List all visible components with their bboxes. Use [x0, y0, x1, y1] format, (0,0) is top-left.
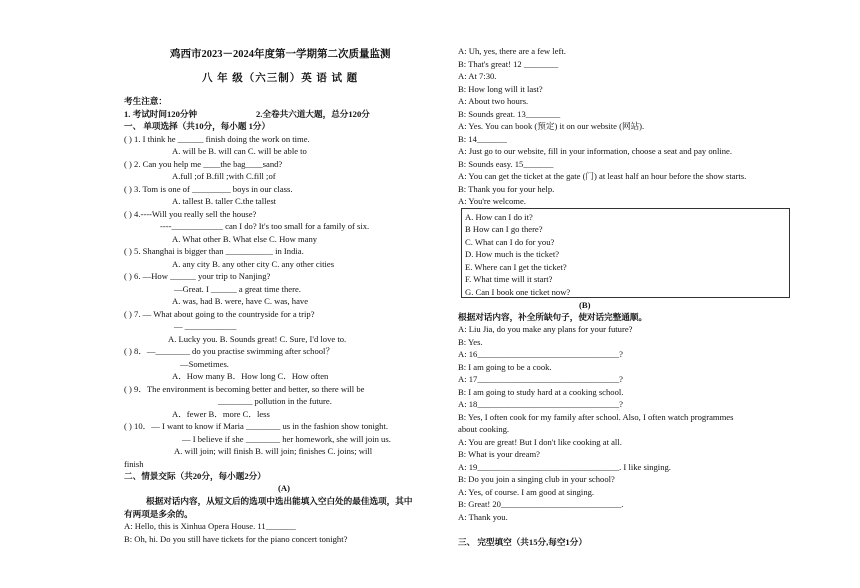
dialog-b-line: A: Yes, of course. I am good at singing. [458, 487, 595, 497]
option-e: E. Where can I get the ticket? [465, 262, 567, 272]
dialog-a-line: A: Yes. You can book (预定) it on our website (网站). [458, 121, 645, 131]
instruction-line-1: 根据对话内容，从短文后的选项中选出能填入空白处的最佳选项，其中 [146, 496, 413, 506]
question-4-options: A. What other B. What else C. How many [172, 234, 318, 244]
dialog-line-1: A: Hello, this is Xinhua Opera House. 11_______ [124, 521, 296, 531]
question-6-reply: —Great. I ______ a great time there. [174, 284, 301, 294]
section-2-heading: 二、情景交际（共20分，每小题2分） [124, 471, 266, 481]
dialog-a-line: B: Thank you for your help. [458, 184, 555, 194]
question-7-options: A. Lucky you. B. Sounds great! C. Sure, I'd love to. [168, 334, 347, 344]
part-b-label: (B) [579, 300, 591, 310]
dialog-b-line: B: Great! 20____________________________. [458, 499, 624, 509]
question-8-options: A．How many B．How long C．How often [172, 371, 329, 381]
question-10-options: A. will join; will finish B. will join; finishes C. joins; will [174, 446, 373, 456]
option-c: C. What can I do for you? [465, 237, 555, 247]
dialog-a-line: A: About two hours. [458, 96, 529, 106]
question-6-options: A. was, had B. were, have C. was, have [172, 296, 309, 306]
dialog-b-line: A: 16_________________________________? [458, 349, 623, 359]
dialog-b-line: A: Liu Jia, do you make any plans for your future? [458, 324, 633, 334]
notice-score: 2.全卷共六道大题，总分120分 [256, 109, 370, 119]
instruction-b: 根据对话内容，补全所缺句子，使对话完整通顺。 [458, 312, 648, 322]
dialog-a-line: A: Uh, yes, there are a few left. [458, 46, 566, 56]
section-1-heading: 一、 单项选择（共10分，每小题 1分） [124, 121, 271, 131]
question-8: ( ) 8．—________ do you practise swimming after school？ [124, 346, 335, 356]
dialog-a-line: A: Just go to our website, fill in your information, choose a seat and pay online. [458, 146, 732, 156]
question-7-reply: — ____________ [174, 321, 237, 331]
question-5-options: A. any city B. any other city C. any other cities [172, 259, 335, 269]
question-2: ( ) 2. Can you help me ____the bag____sand? [124, 159, 283, 169]
option-b: B How can I go there? [465, 224, 543, 234]
question-10-options-cont: finish [124, 459, 144, 469]
dialog-line-2: B: Oh, hi. Do you still have tickets for the piano concert tonight? [124, 534, 348, 544]
dialog-b-line: B: Do you join a singing club in your school? [458, 474, 615, 484]
question-5: ( ) 5. Shanghai is bigger than ___________ in India. [124, 246, 304, 256]
dialog-a-line: A: At 7:30. [458, 71, 497, 81]
question-4-reply: ----____________ can I do? It's too small for a family of six. [160, 221, 370, 231]
notice-time: 1. 考试时间120分钟 [124, 109, 198, 119]
question-1: ( ) 1. I think he ______ finish doing the work on time. [124, 134, 310, 144]
part-a-label: (A) [278, 483, 290, 493]
dialog-a-line: B: Sounds easy. 15_______ [458, 159, 554, 169]
question-2-options: A.full ;of B.fill ;with C.fill ;of [172, 171, 276, 181]
question-9: ( ) 9．The environment is becoming better and better, so there will be [124, 384, 365, 394]
dialog-a-line: B: How long will it last? [458, 84, 543, 94]
dialog-a-line: A: You're welcome. [458, 196, 526, 206]
question-9-options: A．fewer B．more C．less [172, 409, 270, 419]
section-3-heading: 三、 完型填空（共15分,每空1分） [458, 537, 587, 547]
question-3-options: A. tallest B. taller C.the tallest [172, 196, 277, 206]
dialog-a-line: B: 14_______ [458, 134, 507, 144]
dialog-a-line: B: Sounds great. 13________ [458, 109, 561, 119]
dialog-b-line: A: 17_________________________________? [458, 374, 623, 384]
exam-title: 鸡西市2023－2024年度第一学期第二次质量监测 [170, 49, 391, 60]
option-g: G. Can I book one ticket now? [465, 287, 571, 297]
dialog-b-line: about cooking. [458, 424, 510, 434]
dialog-b-line: A: You are great! But I don't like cooking at all. [458, 437, 622, 447]
question-6: ( ) 6. —How ______ your trip to Nanjing? [124, 271, 271, 281]
dialog-b-line: B: Yes, I often cook for my family after school. Also, I often watch programmes [458, 412, 734, 422]
dialog-b-line: A: 19_________________________________. I like singing. [458, 462, 671, 472]
option-a: A. How can I do it? [465, 212, 533, 222]
question-4: ( ) 4.----Will you really sell the house? [124, 209, 257, 219]
dialog-a-line: B: That's great! 12 ________ [458, 59, 559, 69]
dialog-b-line: B: I am going to be a cook. [458, 362, 552, 372]
question-10-reply: — I believe if she ________ her homework, she will join us. [182, 434, 391, 444]
question-8-reply: —Sometimes. [180, 359, 229, 369]
question-9-cont: ________ pollution in the future. [218, 396, 332, 406]
dialog-b-line: A: 18_________________________________? [458, 399, 623, 409]
exam-subtitle: 八 年 级（六三制）英 语 试 题 [202, 73, 359, 84]
notice-heading: 考生注意： [124, 96, 167, 106]
dialog-b-line: B: I am going to study hard at a cooking school. [458, 387, 624, 397]
question-3: ( ) 3. Tom is one of _________ boys in our class. [124, 184, 293, 194]
instruction-line-2: 有两项是多余的。 [124, 509, 193, 519]
option-d: D. How much is the ticket? [465, 249, 560, 259]
question-10: ( ) 10．— I want to know if Maria ________ us in the fashion show tonight. [124, 421, 388, 431]
dialog-b-line: B: What is your dream? [458, 449, 540, 459]
question-7: ( ) 7. — What about going to the countryside for a trip? [124, 309, 315, 319]
dialog-b-line: B: Yes. [458, 337, 483, 347]
dialog-b-line: A: Thank you. [458, 512, 508, 522]
option-f: F. What time will it start? [465, 274, 553, 284]
question-1-options: A. will be B. will can C. will be able to [172, 146, 307, 156]
dialog-a-line: A: You can get the ticket at the gate (门) at least half an hour before the show starts. [458, 171, 747, 181]
